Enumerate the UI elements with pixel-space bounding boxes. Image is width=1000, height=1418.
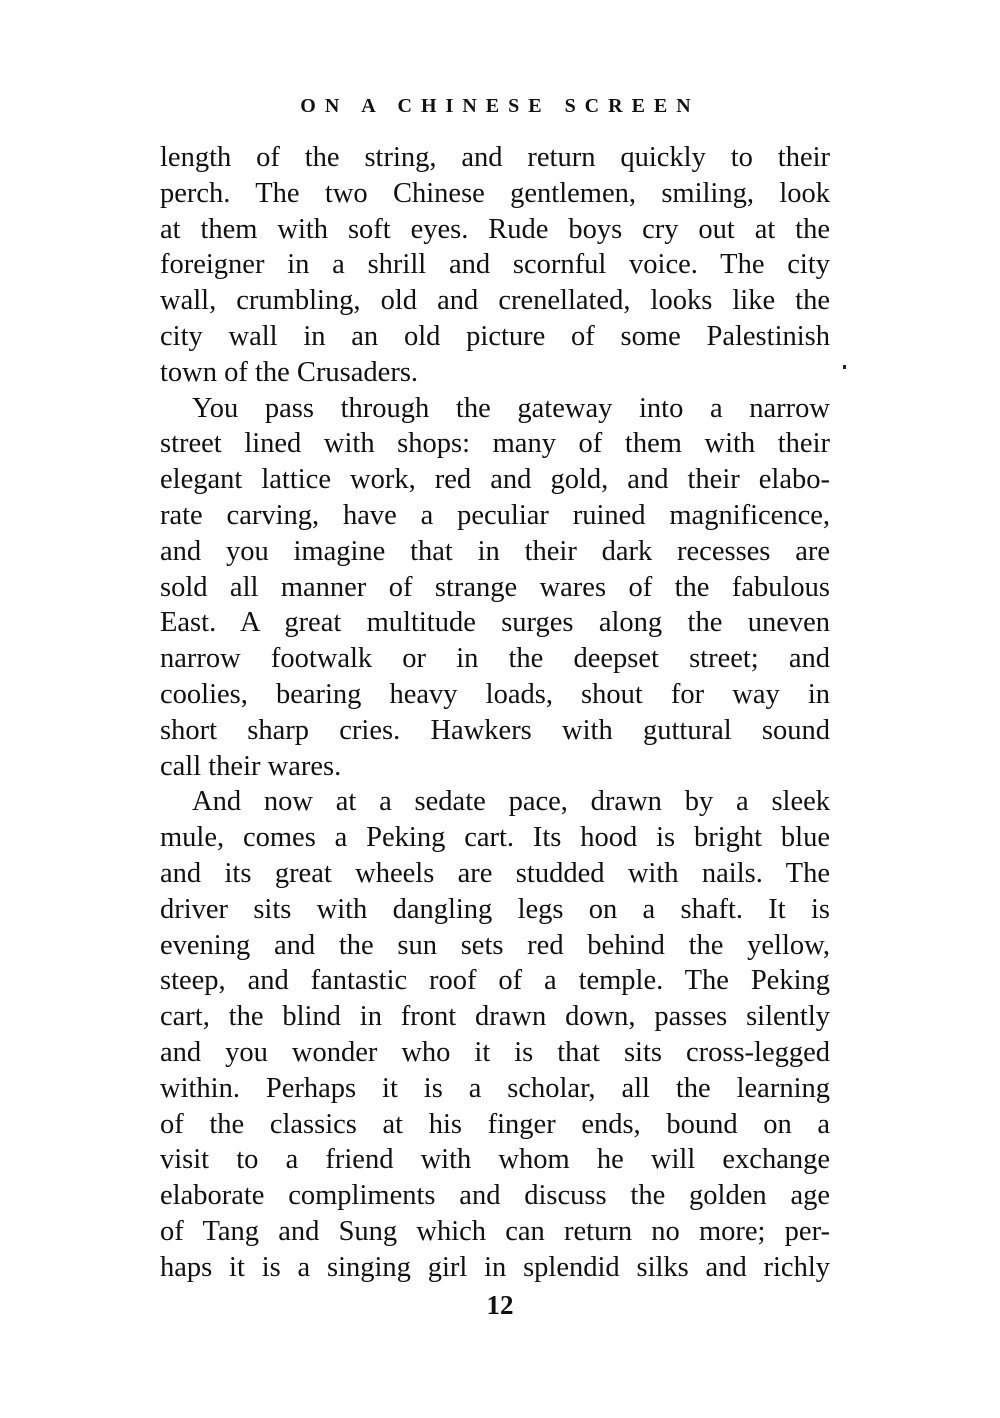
text-line: East. A great multitude surges along the uneven	[160, 607, 830, 639]
ink-speck	[843, 365, 846, 369]
text-line: within. Perhaps it is a scholar, all the learning	[160, 1072, 830, 1104]
text-line: length of the string, and return quickly to their	[160, 142, 830, 173]
paragraph	[160, 784, 830, 1285]
text-line: perch. The two Chinese gentlemen, smiling, look	[160, 177, 830, 209]
text-line: and you wonder who it is that sits cross-legged	[160, 1036, 830, 1068]
text-line: evening and the sun sets red behind the yellow,	[160, 929, 830, 961]
text-line: at them with soft eyes. Rude boys cry out at the	[160, 213, 830, 245]
paragraph	[160, 391, 830, 785]
text-line: rate carving, have a peculiar ruined magnificence,	[160, 499, 830, 531]
text-line: visit to a friend with whom he will exchange	[160, 1144, 830, 1176]
text-line: wall, crumbling, old and crenellated, looks like the	[160, 285, 830, 317]
text-line: haps it is a singing girl in splendid silks and richly	[160, 1251, 830, 1283]
text-line: cart, the blind in front drawn down, passes silently	[160, 1001, 830, 1033]
text-line: foreigner in a shrill and scornful voice. The city	[160, 249, 830, 281]
text-line: You pass through the gateway into a narrow	[192, 392, 830, 424]
text-line: narrow footwalk or in the deepset street; and	[160, 643, 830, 675]
text-line: elegant lattice work, red and gold, and their elabo-	[160, 464, 830, 496]
page-number: 12	[486, 1290, 514, 1320]
text-line: short sharp cries. Hawkers with guttural sound	[160, 714, 830, 746]
text-line: town of the Crusaders.	[160, 356, 419, 388]
body-text	[160, 140, 830, 1286]
text-line: and you imagine that in their dark recesses are	[160, 535, 830, 567]
paragraph	[160, 140, 830, 391]
text-line: and its great wheels are studded with nails. The	[160, 857, 830, 889]
text-line: of Tang and Sung which can return no more; per-	[160, 1215, 830, 1247]
text-line: of the classics at his finger ends, bound on a	[160, 1108, 830, 1140]
text-line: steep, and fantastic roof of a temple. The Peking	[160, 965, 830, 997]
text-line: sold all manner of strange wares of the fabulous	[160, 571, 830, 603]
text-line: elaborate compliments and discuss the golden age	[160, 1180, 830, 1212]
text-line: driver sits with dangling legs on a shaft. It is	[160, 893, 830, 925]
text-line: street lined with shops: many of them with their	[160, 428, 830, 460]
text-line: city wall in an old picture of some Palestinish	[160, 320, 830, 352]
text-line: coolies, bearing heavy loads, shout for way in	[160, 678, 830, 710]
text-line: call their wares.	[160, 750, 342, 782]
text-line: And now at a sedate pace, drawn by a sleek	[192, 786, 830, 818]
running-head: ON A CHINESE SCREEN	[300, 95, 700, 117]
text-line: mule, comes a Peking cart. Its hood is bright blue	[160, 822, 830, 854]
